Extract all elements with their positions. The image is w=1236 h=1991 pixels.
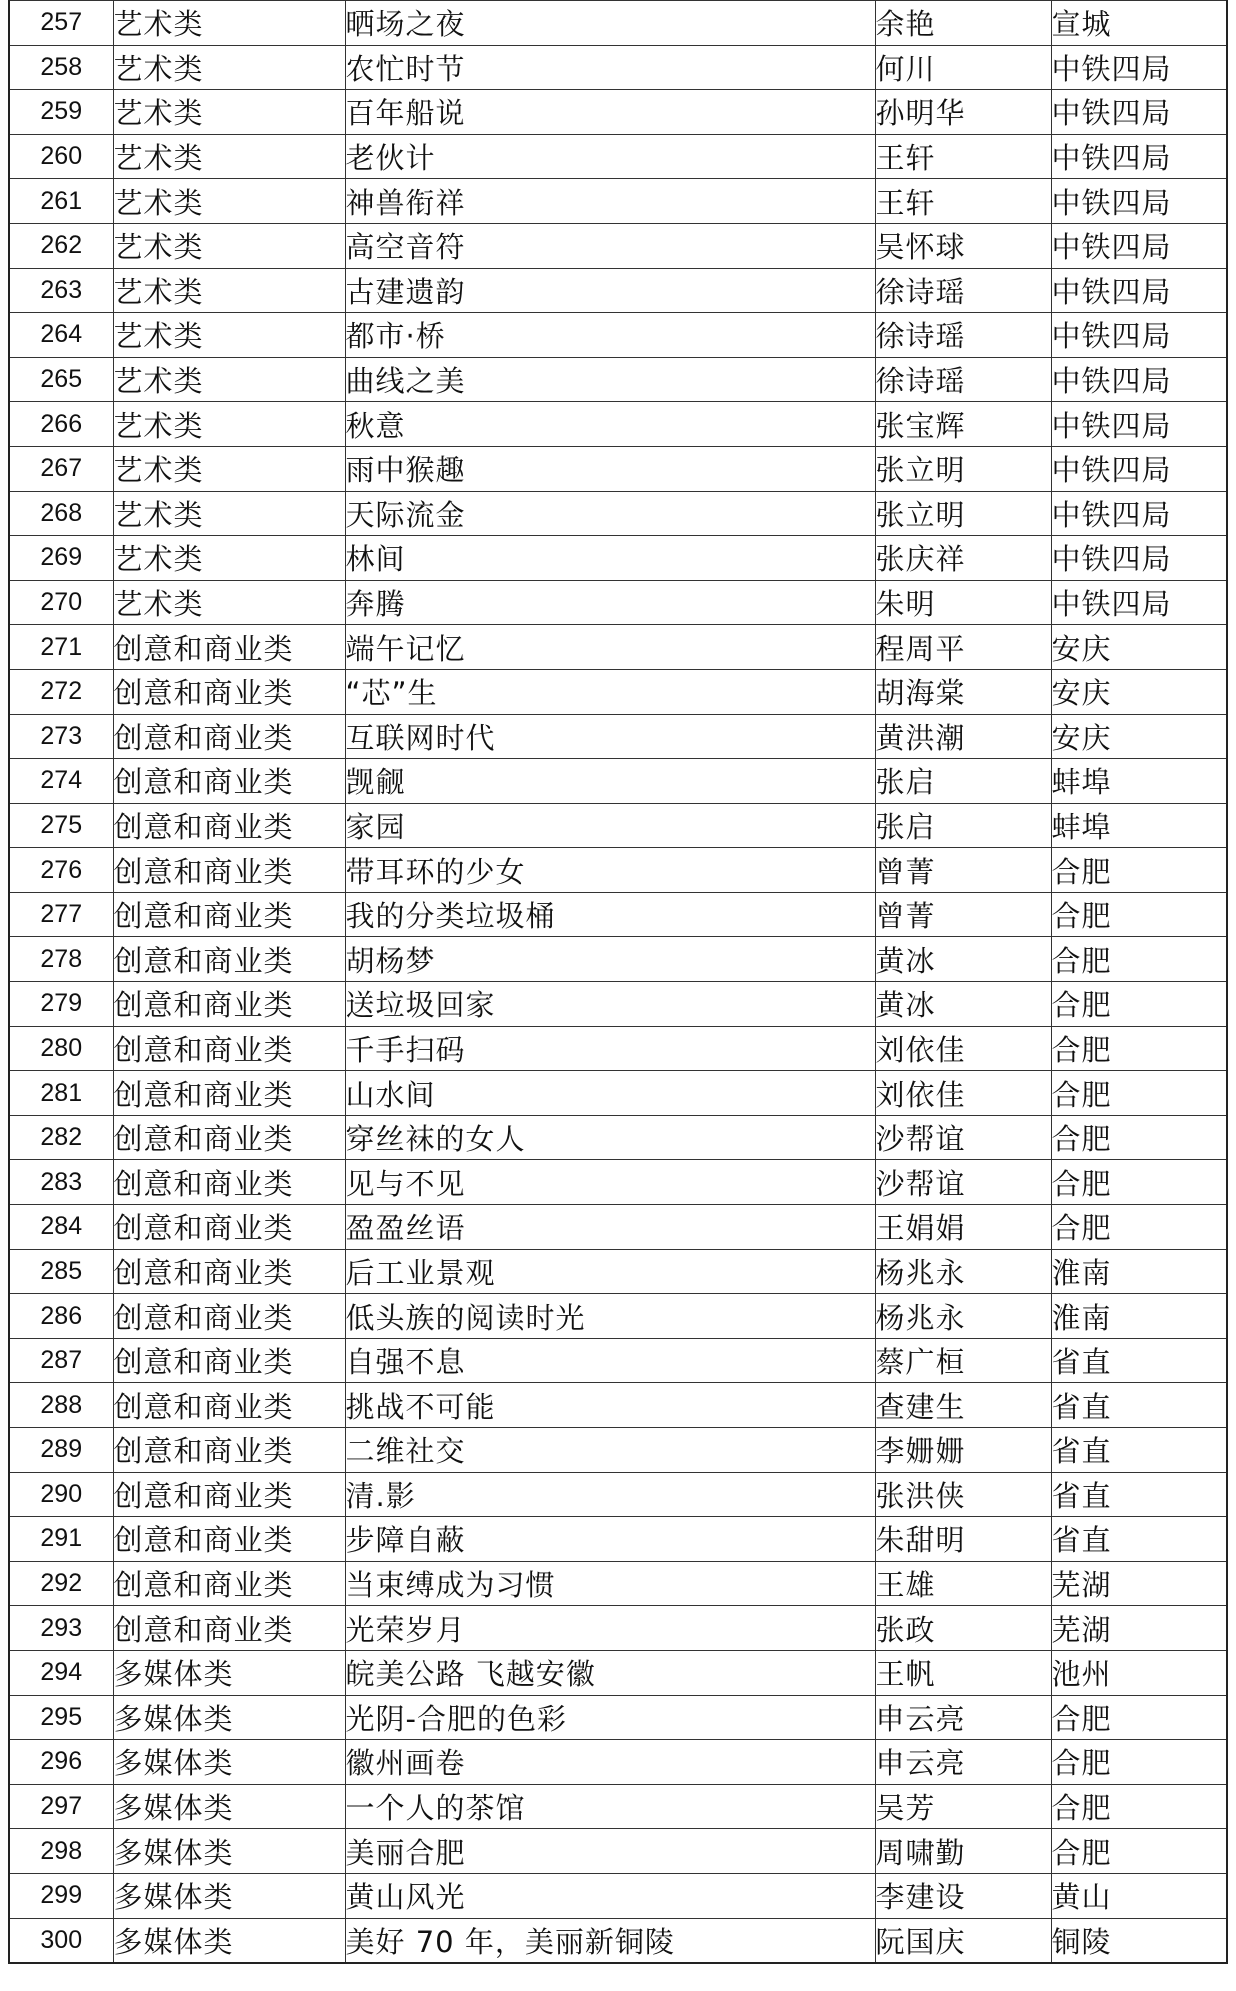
entry-category: 创意和商业类 (113, 848, 345, 893)
table-row (9, 1, 1227, 46)
entry-number: 293 (9, 1606, 113, 1651)
entry-category: 创意和商业类 (113, 1160, 345, 1205)
entry-title: 奔腾 (345, 580, 875, 625)
entry-number: 292 (9, 1561, 113, 1606)
entry-title: 曲线之美 (345, 357, 875, 402)
entry-author: 周啸勤 (875, 1829, 1051, 1874)
entry-number: 275 (9, 803, 113, 848)
entry-category: 创意和商业类 (113, 669, 345, 714)
entry-region: 淮南 (1051, 1249, 1227, 1294)
entry-title: 我的分类垃圾桶 (345, 892, 875, 937)
entry-title: 自强不息 (345, 1338, 875, 1383)
entry-category: 多媒体类 (113, 1873, 345, 1918)
entry-number: 267 (9, 446, 113, 491)
table-row (9, 1784, 1227, 1829)
table-row (9, 848, 1227, 893)
entry-author: 查建生 (875, 1383, 1051, 1428)
entry-category: 多媒体类 (113, 1650, 345, 1695)
entry-region: 合肥 (1051, 1829, 1227, 1874)
entry-title: 天际流金 (345, 491, 875, 536)
entry-number: 287 (9, 1338, 113, 1383)
table-row (9, 268, 1227, 313)
entry-region: 中铁四局 (1051, 45, 1227, 90)
photo-award-list (8, 0, 1226, 1964)
entry-number: 269 (9, 536, 113, 581)
table-row (9, 892, 1227, 937)
entry-title: 一个人的茶馆 (345, 1784, 875, 1829)
entry-category: 多媒体类 (113, 1695, 345, 1740)
entry-category: 艺术类 (113, 357, 345, 402)
entry-region: 安庆 (1051, 714, 1227, 759)
entry-category: 创意和商业类 (113, 1383, 345, 1428)
table-row (9, 1249, 1227, 1294)
entry-region: 合肥 (1051, 1695, 1227, 1740)
table-row (9, 580, 1227, 625)
entry-category: 创意和商业类 (113, 714, 345, 759)
entry-title: 见与不见 (345, 1160, 875, 1205)
entry-title: “芯”生 (345, 669, 875, 714)
entry-author: 余艳 (875, 1, 1051, 46)
entry-author: 王娟娟 (875, 1205, 1051, 1250)
entry-category: 艺术类 (113, 268, 345, 313)
entry-region: 合肥 (1051, 1784, 1227, 1829)
entry-region: 安庆 (1051, 669, 1227, 714)
entry-region: 芜湖 (1051, 1561, 1227, 1606)
entry-category: 创意和商业类 (113, 1428, 345, 1473)
entry-region: 芜湖 (1051, 1606, 1227, 1651)
table-row (9, 1918, 1227, 1963)
entry-category: 创意和商业类 (113, 892, 345, 937)
table-row (9, 1338, 1227, 1383)
entry-title: 古建遗韵 (345, 268, 875, 313)
entry-category: 创意和商业类 (113, 1606, 345, 1651)
entry-author: 刘依佳 (875, 1026, 1051, 1071)
table-row (9, 1115, 1227, 1160)
entry-title: 光阴-合肥的色彩 (345, 1695, 875, 1740)
entry-title: 二维社交 (345, 1428, 875, 1473)
entry-region: 省直 (1051, 1472, 1227, 1517)
entry-category: 创意和商业类 (113, 1561, 345, 1606)
entry-category: 艺术类 (113, 223, 345, 268)
entry-title: 千手扫码 (345, 1026, 875, 1071)
entry-author: 王轩 (875, 179, 1051, 224)
table-row (9, 1428, 1227, 1473)
entry-title: 清.影 (345, 1472, 875, 1517)
entry-region: 中铁四局 (1051, 223, 1227, 268)
table-row (9, 1740, 1227, 1785)
table-row (9, 90, 1227, 135)
entry-title: 端午记忆 (345, 625, 875, 670)
entry-number: 258 (9, 45, 113, 90)
entry-category: 创意和商业类 (113, 1294, 345, 1339)
entry-author: 张庆祥 (875, 536, 1051, 581)
entry-title: 美丽合肥 (345, 1829, 875, 1874)
entry-region: 合肥 (1051, 1160, 1227, 1205)
entry-author: 李姗姗 (875, 1428, 1051, 1473)
table-row (9, 491, 1227, 536)
entry-number: 296 (9, 1740, 113, 1785)
entry-number: 272 (9, 669, 113, 714)
entry-title: 带耳环的少女 (345, 848, 875, 893)
entry-category: 创意和商业类 (113, 982, 345, 1027)
entry-region: 中铁四局 (1051, 446, 1227, 491)
entry-author: 刘依佳 (875, 1071, 1051, 1116)
entry-title: 后工业景观 (345, 1249, 875, 1294)
entry-region: 合肥 (1051, 1026, 1227, 1071)
entry-title: 挑战不可能 (345, 1383, 875, 1428)
entry-title: 穿丝袜的女人 (345, 1115, 875, 1160)
entry-author: 朱明 (875, 580, 1051, 625)
entry-number: 300 (9, 1918, 113, 1963)
entry-author: 朱甜明 (875, 1517, 1051, 1562)
entry-title: 山水间 (345, 1071, 875, 1116)
entry-number: 297 (9, 1784, 113, 1829)
table-row (9, 223, 1227, 268)
entry-region: 蚌埠 (1051, 803, 1227, 848)
entry-author: 曾菁 (875, 848, 1051, 893)
entries-table (8, 0, 1228, 1964)
entry-category: 创意和商业类 (113, 1249, 345, 1294)
entry-region: 淮南 (1051, 1294, 1227, 1339)
table-row (9, 1383, 1227, 1428)
entry-region: 中铁四局 (1051, 134, 1227, 179)
entry-title: 秋意 (345, 402, 875, 447)
table-row (9, 1160, 1227, 1205)
entry-region: 合肥 (1051, 982, 1227, 1027)
entry-author: 杨兆永 (875, 1249, 1051, 1294)
entry-author: 吴怀球 (875, 223, 1051, 268)
entry-author: 程周平 (875, 625, 1051, 670)
entry-number: 260 (9, 134, 113, 179)
entry-title: 送垃圾回家 (345, 982, 875, 1027)
entry-author: 张立明 (875, 446, 1051, 491)
entry-author: 王雄 (875, 1561, 1051, 1606)
entry-region: 铜陵 (1051, 1918, 1227, 1963)
table-row (9, 669, 1227, 714)
entry-author: 王轩 (875, 134, 1051, 179)
entry-title: 林间 (345, 536, 875, 581)
entry-number: 276 (9, 848, 113, 893)
entry-number: 281 (9, 1071, 113, 1116)
entry-number: 257 (9, 1, 113, 46)
entry-category: 艺术类 (113, 1, 345, 46)
entry-title: 晒场之夜 (345, 1, 875, 46)
entry-number: 283 (9, 1160, 113, 1205)
entry-category: 多媒体类 (113, 1918, 345, 1963)
entry-author: 李建设 (875, 1873, 1051, 1918)
entry-title: 黄山风光 (345, 1873, 875, 1918)
entry-category: 创意和商业类 (113, 1472, 345, 1517)
entry-region: 中铁四局 (1051, 491, 1227, 536)
table-row (9, 937, 1227, 982)
entry-category: 艺术类 (113, 179, 345, 224)
entry-region: 合肥 (1051, 1740, 1227, 1785)
table-row (9, 1606, 1227, 1651)
entry-number: 270 (9, 580, 113, 625)
entry-number: 289 (9, 1428, 113, 1473)
entry-title: 老伙计 (345, 134, 875, 179)
entry-title: 低头族的阅读时光 (345, 1294, 875, 1339)
entry-region: 黄山 (1051, 1873, 1227, 1918)
entry-title: 家园 (345, 803, 875, 848)
entry-author: 张启 (875, 759, 1051, 804)
entry-number: 288 (9, 1383, 113, 1428)
entry-number: 268 (9, 491, 113, 536)
entry-category: 艺术类 (113, 536, 345, 581)
table-row (9, 1650, 1227, 1695)
entry-number: 298 (9, 1829, 113, 1874)
entry-number: 295 (9, 1695, 113, 1740)
entry-region: 合肥 (1051, 892, 1227, 937)
entry-author: 徐诗瑶 (875, 357, 1051, 402)
table-row (9, 1517, 1227, 1562)
entry-title: 美好 70 年，美丽新铜陵 (345, 1918, 875, 1963)
entry-title: 都市·桥 (345, 313, 875, 358)
entry-author: 曾菁 (875, 892, 1051, 937)
entry-author: 何川 (875, 45, 1051, 90)
entry-category: 多媒体类 (113, 1740, 345, 1785)
entry-region: 合肥 (1051, 1205, 1227, 1250)
entry-author: 徐诗瑶 (875, 268, 1051, 313)
entry-title: 雨中猴趣 (345, 446, 875, 491)
entry-region: 蚌埠 (1051, 759, 1227, 804)
table-row (9, 1026, 1227, 1071)
entry-category: 艺术类 (113, 446, 345, 491)
entry-region: 中铁四局 (1051, 313, 1227, 358)
entry-number: 290 (9, 1472, 113, 1517)
entry-region: 中铁四局 (1051, 402, 1227, 447)
entry-category: 艺术类 (113, 90, 345, 135)
entry-number: 266 (9, 402, 113, 447)
entry-author: 吴芳 (875, 1784, 1051, 1829)
entry-category: 艺术类 (113, 313, 345, 358)
entry-number: 286 (9, 1294, 113, 1339)
entry-category: 创意和商业类 (113, 1071, 345, 1116)
entry-author: 张政 (875, 1606, 1051, 1651)
entry-author: 蔡广桓 (875, 1338, 1051, 1383)
entry-category: 艺术类 (113, 45, 345, 90)
entry-category: 创意和商业类 (113, 1517, 345, 1562)
entry-number: 285 (9, 1249, 113, 1294)
entry-title: 百年船说 (345, 90, 875, 135)
table-row (9, 803, 1227, 848)
entry-title: 当束缚成为习惯 (345, 1561, 875, 1606)
entry-number: 271 (9, 625, 113, 670)
entry-region: 中铁四局 (1051, 580, 1227, 625)
entry-category: 创意和商业类 (113, 937, 345, 982)
entry-number: 282 (9, 1115, 113, 1160)
entry-category: 多媒体类 (113, 1784, 345, 1829)
entry-category: 创意和商业类 (113, 1205, 345, 1250)
table-row (9, 536, 1227, 581)
entry-category: 创意和商业类 (113, 1115, 345, 1160)
table-row (9, 1829, 1227, 1874)
table-body (9, 1, 1227, 1964)
entry-number: 291 (9, 1517, 113, 1562)
entry-region: 合肥 (1051, 1071, 1227, 1116)
entry-number: 263 (9, 268, 113, 313)
entry-author: 张立明 (875, 491, 1051, 536)
entry-title: 胡杨梦 (345, 937, 875, 982)
table-row (9, 1071, 1227, 1116)
entry-number: 262 (9, 223, 113, 268)
entry-category: 艺术类 (113, 402, 345, 447)
table-row (9, 1695, 1227, 1740)
entry-number: 273 (9, 714, 113, 759)
entry-region: 中铁四局 (1051, 90, 1227, 135)
entry-region: 合肥 (1051, 848, 1227, 893)
entry-author: 黄冰 (875, 982, 1051, 1027)
entry-region: 合肥 (1051, 1115, 1227, 1160)
entry-category: 艺术类 (113, 580, 345, 625)
entry-category: 创意和商业类 (113, 803, 345, 848)
entry-author: 沙帮谊 (875, 1115, 1051, 1160)
entry-number: 299 (9, 1873, 113, 1918)
table-row (9, 45, 1227, 90)
entry-author: 王帆 (875, 1650, 1051, 1695)
entry-region: 中铁四局 (1051, 179, 1227, 224)
entry-author: 张宝辉 (875, 402, 1051, 447)
entry-title: 高空音符 (345, 223, 875, 268)
entry-title: 步障自蔽 (345, 1517, 875, 1562)
entry-region: 省直 (1051, 1428, 1227, 1473)
table-row (9, 402, 1227, 447)
entry-author: 张洪侠 (875, 1472, 1051, 1517)
entry-region: 安庆 (1051, 625, 1227, 670)
entry-title: 互联网时代 (345, 714, 875, 759)
entry-region: 省直 (1051, 1338, 1227, 1383)
entry-category: 创意和商业类 (113, 1026, 345, 1071)
entry-number: 274 (9, 759, 113, 804)
entry-region: 中铁四局 (1051, 536, 1227, 581)
entry-category: 艺术类 (113, 134, 345, 179)
entry-category: 创意和商业类 (113, 625, 345, 670)
table-row (9, 313, 1227, 358)
entry-number: 259 (9, 90, 113, 135)
entry-author: 张启 (875, 803, 1051, 848)
table-row (9, 714, 1227, 759)
table-row (9, 1205, 1227, 1250)
entry-category: 创意和商业类 (113, 759, 345, 804)
table-row (9, 1873, 1227, 1918)
table-row (9, 179, 1227, 224)
entry-category: 创意和商业类 (113, 1338, 345, 1383)
entry-number: 284 (9, 1205, 113, 1250)
entry-title: 皖美公路 飞越安徽 (345, 1650, 875, 1695)
table-row (9, 1472, 1227, 1517)
entry-author: 黄冰 (875, 937, 1051, 982)
entry-title: 觊觎 (345, 759, 875, 804)
table-row (9, 1561, 1227, 1606)
entry-author: 申云亮 (875, 1695, 1051, 1740)
entry-title: 农忙时节 (345, 45, 875, 90)
entry-region: 合肥 (1051, 937, 1227, 982)
table-row (9, 982, 1227, 1027)
entry-number: 278 (9, 937, 113, 982)
entry-number: 265 (9, 357, 113, 402)
entry-number: 280 (9, 1026, 113, 1071)
table-row (9, 357, 1227, 402)
entry-author: 黄洪潮 (875, 714, 1051, 759)
table-row (9, 759, 1227, 804)
entry-region: 宣城 (1051, 1, 1227, 46)
entry-number: 264 (9, 313, 113, 358)
entry-author: 沙帮谊 (875, 1160, 1051, 1205)
entry-author: 徐诗瑶 (875, 313, 1051, 358)
entry-category: 艺术类 (113, 491, 345, 536)
entry-region: 中铁四局 (1051, 268, 1227, 313)
table-row (9, 1294, 1227, 1339)
entry-category: 多媒体类 (113, 1829, 345, 1874)
table-row (9, 446, 1227, 491)
entry-number: 294 (9, 1650, 113, 1695)
entry-title: 神兽衔祥 (345, 179, 875, 224)
entry-number: 261 (9, 179, 113, 224)
entry-title: 徽州画卷 (345, 1740, 875, 1785)
entry-author: 杨兆永 (875, 1294, 1051, 1339)
entry-region: 省直 (1051, 1383, 1227, 1428)
table-row (9, 134, 1227, 179)
entry-region: 省直 (1051, 1517, 1227, 1562)
entry-title: 盈盈丝语 (345, 1205, 875, 1250)
entry-region: 中铁四局 (1051, 357, 1227, 402)
entry-author: 申云亮 (875, 1740, 1051, 1785)
entry-number: 277 (9, 892, 113, 937)
entry-title: 光荣岁月 (345, 1606, 875, 1651)
table-row (9, 625, 1227, 670)
entry-author: 孙明华 (875, 90, 1051, 135)
entry-author: 胡海棠 (875, 669, 1051, 714)
entry-number: 279 (9, 982, 113, 1027)
entry-author: 阮国庆 (875, 1918, 1051, 1963)
entry-region: 池州 (1051, 1650, 1227, 1695)
